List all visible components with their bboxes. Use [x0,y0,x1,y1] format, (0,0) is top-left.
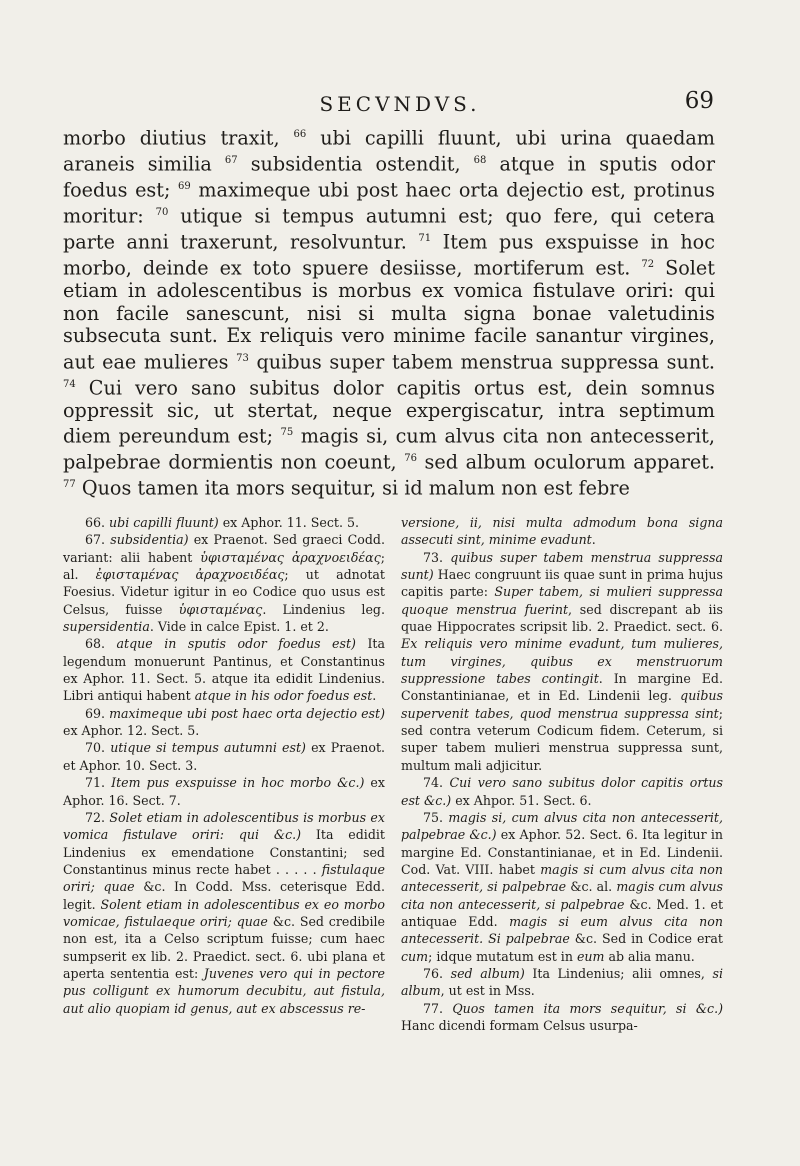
footnote-lemma: Cui vero sano subitus dolor capitis ortus est &c.) [401,775,723,808]
main-text [63,124,715,500]
footnote-text: ; al. [63,549,385,583]
footnote-lemma: maximeque ubi post haec orta dejectio est) [109,705,385,721]
footnote-text: ex Aphor. 12. Sect. 5. [63,723,200,739]
footnote-text: ex Praenot. Sed graeci Codd. variant: alii habent [63,532,385,565]
footnote-italic: atque in his odor foedus est [194,688,373,704]
main-sentence: Item pus exspuisse in hoc morbo, deinde ex toto spuere desiisse, mortiferum est. [63,230,715,280]
footnote [401,549,723,774]
footnote-lemma: magis si, cum alvus cita non antecesserit, palpebrae &c.) [401,809,723,843]
footnote-italic: eum [576,948,605,964]
footnote-text: ex Aphor. 16. Sect. 7. [63,775,385,808]
footnote-italic: Super tabem, si mulieri suppressa quoque menstrua fuerint [401,584,723,617]
note-ref: 74 [63,378,76,390]
note-ref: 73 [236,352,249,364]
footnote-italic: Solent etiam in adolescentibus ex eo morbo vomicae, fistulaeque oriri; quae [63,896,385,929]
footnote-text: &c. Med. 1. et antiquae Edd. [401,896,724,929]
footnote-text: Ita Lindenius; alii omnes, [532,965,705,981]
footnote-number: 66. [85,515,106,530]
footnote [63,774,385,809]
note-ref: 68 [473,154,487,166]
greek-text: ὑφισταμένας ἀραχνοειδέας [200,549,381,565]
footnote-italic: si album [401,965,723,999]
note-ref: 76 [404,453,417,465]
note-ref: 67 [224,154,238,166]
footnote-text: , sed discrepant ab iis quae Hippocrates scripsit lib. 2. Praedict. sect. 6. [401,601,723,635]
footnote-lemma: ubi capilli fluunt) [109,515,219,530]
main-sentence: maximeque ubi post haec orta dejectio est, protinus moritur: [63,178,715,228]
main-sentence: Quos tamen ita mors sequitur, si id malum non est febre [81,476,630,500]
footnote-number: 71. [85,775,106,791]
main-sentence: morbo diutius traxit, [63,126,280,150]
footnote-lemma: quibus super tabem menstrua suppressa sunt) [401,549,723,583]
footnote [401,809,723,965]
note-ref: 71 [418,232,432,244]
footnote-continuation [401,514,723,549]
note-ref: 66 [293,129,307,140]
footnote-lemma: Solet etiam in adolescentibus is morbus ex vomica fistulave oriri: qui &c.) [63,809,385,843]
footnote-text: &c. al. [570,879,613,895]
footnotes [63,514,723,1034]
footnote-italic: Ex reliquis vero minime evadunt, tum mulieres, tum virgines, quibus ex menstruorum suppressione tabes contingit [401,636,723,687]
footnote-text: Haec congruunt iis quae sunt in prima hujus capitis parte: [401,567,723,600]
footnote-text: . [372,688,377,704]
footnote-number: 67. [85,532,106,548]
footnote-text: . [591,532,596,548]
main-sentence: ubi capilli fluunt, ubi urina quaedam araneis similia [63,126,715,176]
footnote-italic: quibus supervenit tabes, quod menstrua suppressa sint [401,688,723,721]
footnote-text: Hanc dicendi formam Celsus usurpa- [401,1017,638,1033]
main-sentence: atque in sputis odor foedus est; [63,152,715,202]
main-sentence: Cui vero sano subitus dolor capitis ortus est, dein somnus oppressit sic, ut stertat, neque expergiscatur, intra septimum diem pereundum est; [63,376,715,448]
footnote-number: 76. [423,965,444,981]
footnotes-left-column [63,514,385,1034]
footnote-italic: magis si eum alvus cita non antecesserit. Si palpebrae [401,913,723,947]
footnote-lemma: Quos tamen ita mors sequitur, si &c.) [452,1000,723,1016]
main-sentence: utique si tempus autumni est; quo fere, qui cetera parte anni traxerunt, resolvuntur. [63,204,715,254]
page-header [0,88,800,120]
page-number: 69 [684,88,714,114]
footnote-number: 75. [423,809,444,825]
greek-text: ὑφισταμένας [178,601,263,617]
main-sentence: subsidentia ostendit, [250,152,461,176]
footnote-text: ex Aphor. 11. Sect. 5. [222,515,360,530]
footnote-italic: magis si cum alvus cita non antecesserit, si palpebrae [401,861,723,895]
footnote-text: . In margine Ed. Constantinianae, et in Ed. Lindenii leg. [401,671,724,704]
footnote [63,635,385,704]
greek-text: ἐφισταμένας ἀραχνοειδέας [95,567,285,583]
footnote-lemma: subsidentia) [110,532,189,548]
footnote-number: 74. [423,775,444,791]
footnote [63,514,385,531]
footnote-text: . Vide in calce Epist. 1. et 2. [149,619,329,635]
footnote-lemma: atque in sputis odor foedus est) [116,636,356,652]
footnote-number: 73. [423,549,444,565]
footnote-number: 77. [423,1000,444,1016]
footnote [401,1000,723,1035]
footnote-text: ex Ahpor. 51. Sect. 6. [455,792,592,808]
footnote-italic: versione, ii, nisi multa admodum bona signa assecuti sint, minime evadunt [401,515,723,548]
footnotes-right-column [401,514,723,1034]
footnote [63,531,385,635]
running-head: SECVNDVS. [319,92,481,116]
footnote-text: Ita legendum monuerunt Pantinus, et Constantinus ex Aphor. 11. Sect. 5. atque ita edidit Lindenius. Libri antiqui habent [63,636,385,704]
footnote [63,705,385,740]
footnote-text: Ita edidit Lindenius ex emendatione Constantini; sed Constantinus minus recte habet . . . . . [63,827,385,877]
note-ref: 69 [178,180,191,192]
footnote-text: &c. Sed credibile non est, ita a Celso scriptum fuisse; cum haec sumpserit ex lib. 2. Praedict. sect. 6. ubi plana et aperta sententia est: [63,913,385,981]
note-ref: 77 [63,479,76,491]
footnote [63,739,385,774]
footnote-number: 68. [85,636,106,652]
footnote-text: &c. In Codd. Mss. ceterisque Edd. legit. [63,879,385,912]
footnote-text: &c. Sed in Codice erat [574,931,723,947]
note-ref: 72 [641,258,655,270]
footnote-number: 72. [85,809,106,825]
footnote-lemma: sed album) [450,965,525,981]
footnote-text: ; idque mutatum est in [428,948,573,964]
footnote [401,965,723,1000]
footnote-italic: fistulaque oriri; quae [63,861,385,895]
footnote-number: 69. [85,705,106,721]
footnote-text: ex Praenot. et Aphor. 10. Sect. 3. [63,740,386,773]
footnote-text: ; sed contra veterum Codicum fidem. Ceterum, si super tabem mulieri menstrua suppressa sunt, multum mali adjicitur. [401,705,723,773]
footnote [63,809,385,1017]
footnote-italic: cum [401,948,429,964]
footnote-italic: Juvenes vero qui in pectore pus colligunt ex humorum decubitu, aut fistula, aut alio quopiam id genus, aut ex abscessus re- [63,965,385,1016]
main-sentence: quibus super tabem menstrua suppressa sunt. [256,350,715,374]
note-ref: 70 [155,206,169,218]
main-sentence: Solet etiam in adolescentibus is morbus ex vomica fistulave oriri: qui non facile sanescunt, nisi si multa signa bonae valetudinis subsecuta sunt. Ex reliquis vero minime facile sanantur virgines, aut eae mulieres [63,256,715,374]
footnote [401,774,723,809]
footnote-text: ab alia manu. [608,948,695,964]
footnote-italic: supersidentia [63,619,150,635]
footnote-lemma: utique si tempus autumni est) [110,740,306,756]
main-sentence: magis si, cum alvus cita non antecesserit, palpebrae dormientis non coeunt, [63,424,715,474]
footnote-text: , ut est in Mss. [440,983,535,999]
footnote-text: ex Aphor. 52. Sect. 6. Ita legitur in margine Ed. Constantinianae, et in Ed. Lindenii. Cod. Vat. VIII. habet [401,827,723,877]
footnote-text: ; ut adnotat Foesius. Videtur igitur in eo Codice quo usus est Celsus, fuisse [63,567,385,617]
footnote-italic: magis cum alvus cita non antecesserit, si palpebrae [401,879,723,912]
main-sentence: sed album oculorum apparet. [424,450,716,474]
footnote-lemma: Item pus exspuisse in hoc morbo &c.) [111,775,365,791]
note-ref: 75 [280,427,294,439]
footnote-number: 70. [85,740,106,756]
footnote-text: . Lindenius leg. [262,601,385,617]
